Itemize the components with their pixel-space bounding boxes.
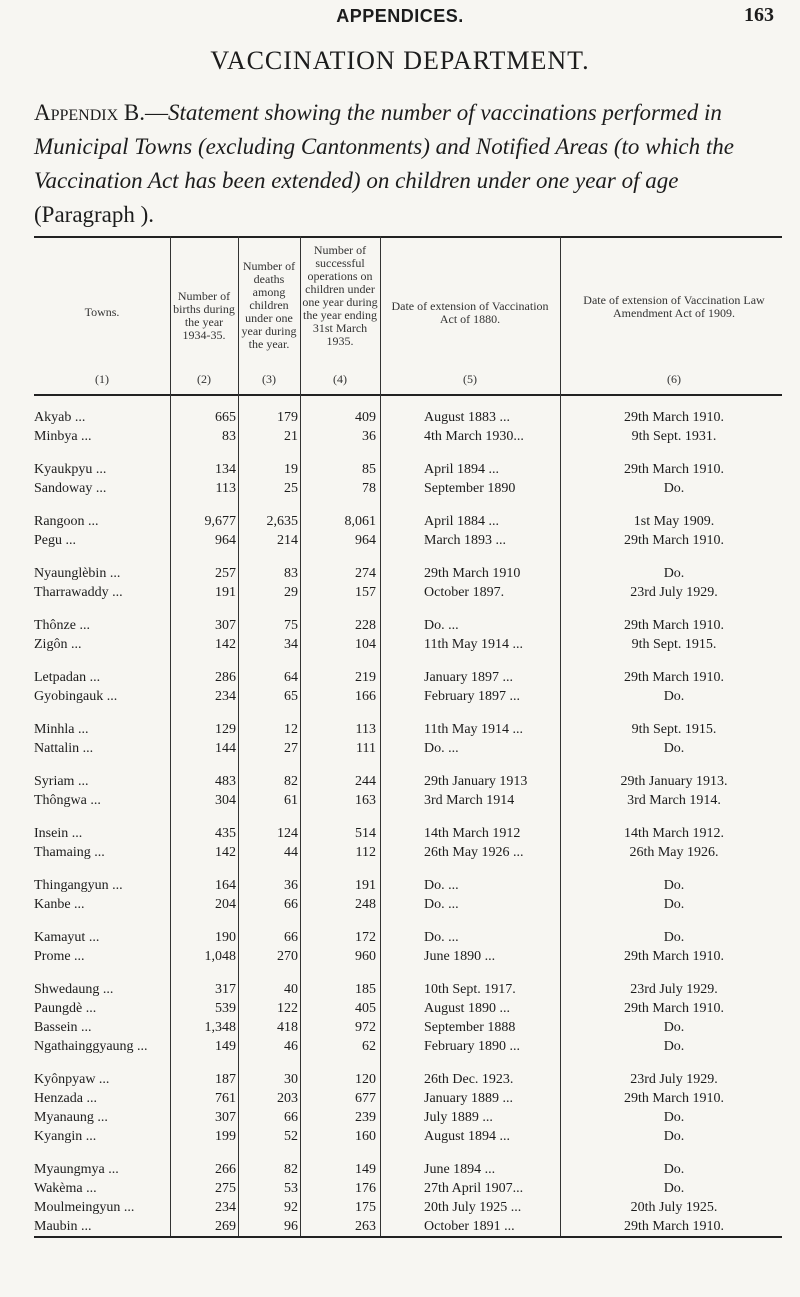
- deaths-cell: 82: [284, 1162, 298, 1177]
- town-cell: Paungdè ...: [34, 1001, 97, 1016]
- operations-cell: 239: [355, 1110, 376, 1125]
- table-row: [0, 689, 800, 711]
- act-1880-date-cell: August 1890 ...: [424, 1001, 510, 1016]
- births-cell: 1,048: [204, 949, 236, 964]
- table-top-rule: [34, 236, 782, 238]
- column-header-deaths: Number of deaths among children under one year during the year.: [241, 259, 297, 351]
- act-1909-date-cell: 9th Sept. 1931.: [631, 429, 717, 444]
- births-cell: 964: [215, 533, 236, 548]
- births-cell: 191: [215, 585, 236, 600]
- town-cell: Kyônpyaw ...: [34, 1072, 110, 1087]
- act-1909-date-cell: 9th Sept. 1915.: [631, 722, 717, 737]
- town-cell: Nyaunglèbin ...: [34, 566, 121, 581]
- act-1880-date-cell: 20th July 1925 ...: [424, 1200, 522, 1215]
- act-1880-date-cell: January 1897 ...: [424, 670, 514, 685]
- table-row: [0, 949, 800, 971]
- act-1880-date-cell: September 1890: [424, 481, 516, 496]
- town-cell: Kamayut ...: [34, 930, 100, 945]
- act-1909-date-cell: Do.: [663, 741, 685, 756]
- town-cell: Sandoway ...: [34, 481, 107, 496]
- deaths-cell: 82: [284, 774, 298, 789]
- act-1909-date-cell: 1st May 1909.: [633, 514, 715, 529]
- births-cell: 286: [215, 670, 236, 685]
- deaths-cell: 66: [284, 930, 298, 945]
- deaths-cell: 83: [284, 566, 298, 581]
- act-1880-date-cell: 29th January 1913: [424, 774, 528, 789]
- deaths-cell: 179: [277, 410, 298, 425]
- operations-cell: 113: [355, 722, 376, 737]
- births-cell: 190: [215, 930, 236, 945]
- operations-cell: 163: [355, 793, 376, 808]
- operations-cell: 185: [355, 982, 376, 997]
- operations-cell: 960: [355, 949, 376, 964]
- town-cell: Nattalin ...: [34, 741, 94, 756]
- births-cell: 9,677: [204, 514, 236, 529]
- town-cell: Insein ...: [34, 826, 83, 841]
- column-number: (2): [197, 372, 211, 386]
- table-row: [0, 897, 800, 919]
- births-cell: 134: [215, 462, 236, 477]
- column-number: (1): [95, 372, 109, 386]
- act-1909-date-cell: Do.: [663, 1020, 685, 1035]
- births-cell: 665: [215, 410, 236, 425]
- page-title: VACCINATION DEPARTMENT.: [210, 46, 590, 75]
- births-cell: 304: [215, 793, 236, 808]
- act-1880-date-cell: Do. ...: [424, 930, 459, 945]
- act-1909-date-cell: Do.: [663, 878, 685, 893]
- operations-cell: 160: [355, 1129, 376, 1144]
- deaths-cell: 19: [284, 462, 298, 477]
- act-1909-date-cell: 20th July 1925.: [630, 1200, 718, 1215]
- deaths-cell: 66: [284, 897, 298, 912]
- operations-cell: 157: [355, 585, 376, 600]
- column-header-act-1909: Date of extension of Vaccination Law Amendment Act of 1909.: [583, 293, 765, 320]
- deaths-cell: 214: [277, 533, 298, 548]
- operations-cell: 175: [355, 1200, 376, 1215]
- town-cell: Myanaung ...: [34, 1110, 108, 1125]
- deaths-cell: 64: [284, 670, 298, 685]
- table-row: [0, 1129, 800, 1151]
- deaths-cell: 12: [284, 722, 298, 737]
- act-1909-date-cell: 9th Sept. 1915.: [631, 637, 717, 652]
- act-1880-date-cell: June 1894 ...: [424, 1162, 496, 1177]
- operations-cell: 78: [362, 481, 376, 496]
- table-row: [0, 793, 800, 815]
- deaths-cell: 124: [277, 826, 298, 841]
- column-header-births: Number of births during the year 1934-35.: [173, 289, 235, 342]
- table-row: [0, 637, 800, 659]
- act-1880-date-cell: February 1897 ...: [424, 689, 521, 704]
- column-number: (4): [333, 372, 347, 386]
- deaths-cell: 27: [284, 741, 298, 756]
- town-cell: Gyobingauk ...: [34, 689, 118, 704]
- act-1880-date-cell: 26th Dec. 1923.: [424, 1072, 514, 1087]
- town-cell: Minbya ...: [34, 429, 92, 444]
- act-1880-date-cell: October 1891 ...: [424, 1219, 515, 1234]
- deaths-cell: 270: [277, 949, 298, 964]
- deaths-cell: 30: [284, 1072, 298, 1087]
- act-1909-date-cell: Do.: [663, 566, 685, 581]
- act-1909-date-cell: Do.: [663, 1129, 685, 1144]
- operations-cell: 405: [355, 1001, 376, 1016]
- table-row: [0, 533, 800, 555]
- town-cell: Letpadan ...: [34, 670, 101, 685]
- births-cell: 275: [215, 1181, 236, 1196]
- act-1880-date-cell: 26th May 1926 ...: [424, 845, 524, 860]
- table-row: [0, 481, 800, 503]
- operations-cell: 191: [355, 878, 376, 893]
- column-number: (5): [463, 372, 477, 386]
- births-cell: 142: [215, 845, 236, 860]
- deaths-cell: 21: [284, 429, 298, 444]
- operations-cell: 104: [355, 637, 376, 652]
- column-number: (6): [667, 372, 681, 386]
- births-cell: 83: [222, 429, 236, 444]
- column-number: (3): [262, 372, 276, 386]
- births-cell: 269: [215, 1219, 236, 1234]
- operations-cell: 244: [355, 774, 376, 789]
- act-1880-date-cell: March 1893 ...: [424, 533, 507, 548]
- births-cell: 113: [215, 481, 236, 496]
- operations-cell: 964: [355, 533, 376, 548]
- births-cell: 142: [215, 637, 236, 652]
- table-row: [0, 429, 800, 451]
- appendix-label: Appendix B.: [34, 100, 146, 125]
- act-1880-date-cell: October 1897.: [424, 585, 505, 600]
- operations-cell: 274: [355, 566, 376, 581]
- act-1880-date-cell: Do. ...: [424, 897, 459, 912]
- table-caption: [34, 96, 784, 232]
- act-1880-date-cell: January 1889 ...: [424, 1091, 514, 1106]
- operations-cell: 677: [355, 1091, 376, 1106]
- deaths-cell: 53: [284, 1181, 298, 1196]
- operations-cell: 149: [355, 1162, 376, 1177]
- births-cell: 199: [215, 1129, 236, 1144]
- act-1909-date-cell: Do.: [663, 689, 685, 704]
- column-header-act-1880: Date of extension of Vaccination Act of 1880.: [391, 299, 549, 326]
- running-title: APPENDICES.: [336, 6, 464, 26]
- operations-cell: 219: [355, 670, 376, 685]
- operations-cell: 85: [362, 462, 376, 477]
- act-1909-date-cell: Do.: [663, 1181, 685, 1196]
- operations-cell: 166: [355, 689, 376, 704]
- act-1909-date-cell: 29th March 1910.: [624, 1001, 724, 1016]
- column-header-operations: Number of successful operations on children under one year during the year ending 31st March 1935.: [302, 243, 378, 348]
- operations-cell: 172: [355, 930, 376, 945]
- deaths-cell: 36: [284, 878, 298, 893]
- town-cell: Bassein ...: [34, 1020, 92, 1035]
- births-cell: 539: [215, 1001, 236, 1016]
- town-cell: Thamaing ...: [34, 845, 105, 860]
- operations-cell: 112: [355, 845, 376, 860]
- act-1909-date-cell: Do.: [663, 1110, 685, 1125]
- deaths-cell: 34: [284, 637, 298, 652]
- act-1880-date-cell: 11th May 1914 ...: [424, 637, 524, 652]
- table-row: [0, 1219, 800, 1241]
- town-cell: Ngathainggyaung ...: [34, 1039, 148, 1054]
- act-1909-date-cell: 29th March 1910.: [624, 410, 724, 425]
- act-1880-date-cell: April 1894 ...: [424, 462, 500, 477]
- deaths-cell: 96: [284, 1219, 298, 1234]
- town-cell: Kanbe ...: [34, 897, 85, 912]
- act-1880-date-cell: Do. ...: [424, 878, 459, 893]
- act-1880-date-cell: August 1894 ...: [424, 1129, 510, 1144]
- caption-dash: —: [145, 100, 169, 125]
- deaths-cell: 2,635: [266, 514, 298, 529]
- operations-cell: 228: [355, 618, 376, 633]
- deaths-cell: 29: [284, 585, 298, 600]
- act-1880-date-cell: 4th March 1930...: [424, 429, 524, 444]
- deaths-cell: 65: [284, 689, 298, 704]
- deaths-cell: 61: [284, 793, 298, 808]
- operations-cell: 62: [362, 1039, 376, 1054]
- births-cell: 266: [215, 1162, 236, 1177]
- town-cell: Syriam ...: [34, 774, 89, 789]
- operations-cell: 409: [355, 410, 376, 425]
- deaths-cell: 46: [284, 1039, 298, 1054]
- town-cell: Minhla ...: [34, 722, 89, 737]
- town-cell: Tharrawaddy ...: [34, 585, 123, 600]
- deaths-cell: 75: [284, 618, 298, 633]
- act-1909-date-cell: 29th March 1910.: [624, 462, 724, 477]
- deaths-cell: 418: [277, 1020, 298, 1035]
- page-number: 163: [744, 4, 774, 26]
- operations-cell: 8,061: [344, 514, 376, 529]
- town-cell: Rangoon ...: [34, 514, 99, 529]
- act-1909-date-cell: Do.: [663, 930, 685, 945]
- births-cell: 129: [215, 722, 236, 737]
- births-cell: 234: [215, 1200, 236, 1215]
- act-1909-date-cell: 29th March 1910.: [624, 533, 724, 548]
- act-1909-date-cell: 29th March 1910.: [624, 1219, 724, 1234]
- town-cell: Thingangyun ...: [34, 878, 123, 893]
- deaths-cell: 122: [277, 1001, 298, 1016]
- town-cell: Shwedaung ...: [34, 982, 114, 997]
- deaths-cell: 25: [284, 481, 298, 496]
- operations-cell: 111: [356, 741, 376, 756]
- act-1880-date-cell: September 1888: [424, 1020, 516, 1035]
- deaths-cell: 66: [284, 1110, 298, 1125]
- act-1909-date-cell: 23rd July 1929.: [630, 1072, 718, 1087]
- operations-cell: 120: [355, 1072, 376, 1087]
- act-1880-date-cell: 3rd March 1914: [424, 793, 515, 808]
- deaths-cell: 52: [284, 1129, 298, 1144]
- table-row: [0, 1039, 800, 1061]
- town-cell: Henzada ...: [34, 1091, 97, 1106]
- operations-cell: 176: [355, 1181, 376, 1196]
- births-cell: 307: [215, 1110, 236, 1125]
- act-1880-date-cell: 27th April 1907...: [424, 1181, 524, 1196]
- act-1880-date-cell: 10th Sept. 1917.: [424, 982, 516, 997]
- act-1880-date-cell: July 1889 ...: [424, 1110, 493, 1125]
- act-1880-date-cell: Do. ...: [424, 618, 459, 633]
- operations-cell: 36: [362, 429, 376, 444]
- act-1880-date-cell: April 1884 ...: [424, 514, 500, 529]
- act-1909-date-cell: Do.: [663, 1039, 685, 1054]
- deaths-cell: 40: [284, 982, 298, 997]
- act-1909-date-cell: 26th May 1926.: [629, 845, 719, 860]
- act-1909-date-cell: 29th March 1910.: [624, 618, 724, 633]
- act-1880-date-cell: Do. ...: [424, 741, 459, 756]
- act-1909-date-cell: 29th January 1913.: [620, 774, 728, 789]
- town-cell: Prome ...: [34, 949, 85, 964]
- act-1880-date-cell: August 1883 ...: [424, 410, 510, 425]
- town-cell: Maubin ...: [34, 1219, 92, 1234]
- births-cell: 1,348: [204, 1020, 236, 1035]
- births-cell: 761: [215, 1091, 236, 1106]
- act-1909-date-cell: 14th March 1912.: [624, 826, 724, 841]
- births-cell: 144: [215, 741, 236, 756]
- act-1909-date-cell: 29th March 1910.: [624, 949, 724, 964]
- deaths-cell: 203: [277, 1091, 298, 1106]
- births-cell: 187: [215, 1072, 236, 1087]
- act-1909-date-cell: 29th March 1910.: [624, 670, 724, 685]
- births-cell: 257: [215, 566, 236, 581]
- act-1909-date-cell: 29th March 1910.: [624, 1091, 724, 1106]
- act-1909-date-cell: Do.: [663, 897, 685, 912]
- table-row: [0, 585, 800, 607]
- town-cell: Pegu ...: [34, 533, 76, 548]
- births-cell: 435: [215, 826, 236, 841]
- births-cell: 317: [215, 982, 236, 997]
- operations-cell: 248: [355, 897, 376, 912]
- operations-cell: 972: [355, 1020, 376, 1035]
- act-1880-date-cell: February 1890 ...: [424, 1039, 521, 1054]
- births-cell: 149: [215, 1039, 236, 1054]
- table-row: [0, 845, 800, 867]
- town-cell: Moulmeingyun ...: [34, 1200, 135, 1215]
- act-1909-date-cell: Do.: [663, 481, 685, 496]
- town-cell: Zigôn ...: [34, 637, 82, 652]
- act-1880-date-cell: 29th March 1910: [424, 566, 521, 581]
- act-1880-date-cell: 14th March 1912: [424, 826, 521, 841]
- table-row: [0, 741, 800, 763]
- act-1909-date-cell: Do.: [663, 1162, 685, 1177]
- act-1909-date-cell: 23rd July 1929.: [630, 982, 718, 997]
- town-cell: Myaungmya ...: [34, 1162, 119, 1177]
- act-1909-date-cell: 23rd July 1929.: [630, 585, 718, 600]
- act-1880-date-cell: 11th May 1914 ...: [424, 722, 524, 737]
- town-cell: Akyab ...: [34, 410, 86, 425]
- births-cell: 483: [215, 774, 236, 789]
- caption-paragraph-ref: (Paragraph ).: [34, 202, 155, 227]
- act-1909-date-cell: 3rd March 1914.: [627, 793, 721, 808]
- town-cell: Kyaukpyu ...: [34, 462, 107, 477]
- caption-text: Statement showing the number of vaccinations performed in Municipal Towns (excluding Cantonments) and Notified Areas (to which the Vaccination Act has been extended) on children under one year of age: [34, 100, 734, 193]
- town-cell: Kyangin ...: [34, 1129, 97, 1144]
- births-cell: 307: [215, 618, 236, 633]
- column-header-towns: Towns.: [84, 305, 120, 319]
- town-cell: Thônze ...: [34, 618, 90, 633]
- operations-cell: 263: [355, 1219, 376, 1234]
- operations-cell: 514: [355, 826, 376, 841]
- deaths-cell: 44: [284, 845, 298, 860]
- births-cell: 204: [215, 897, 236, 912]
- births-cell: 164: [215, 878, 236, 893]
- town-cell: Wakèma ...: [34, 1181, 97, 1196]
- deaths-cell: 92: [284, 1200, 298, 1215]
- act-1880-date-cell: June 1890 ...: [424, 949, 496, 964]
- town-cell: Thôngwa ...: [34, 793, 101, 808]
- header-bottom-rule: [34, 394, 782, 396]
- births-cell: 234: [215, 689, 236, 704]
